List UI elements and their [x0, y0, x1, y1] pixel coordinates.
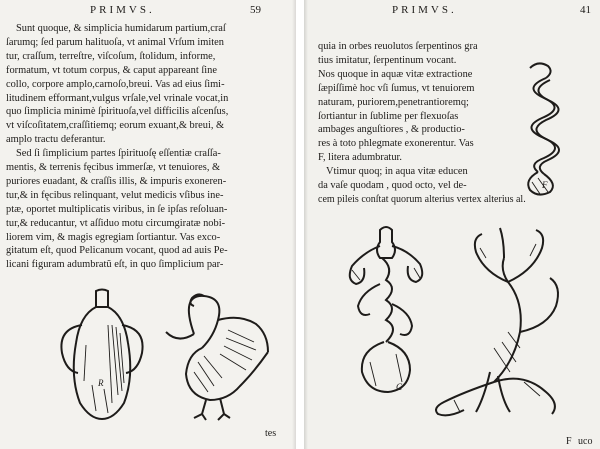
- text-line: formatum, vt totum corpus, & caput appareant ſine: [6, 64, 217, 76]
- multi-head-still-illustration: [340, 222, 430, 402]
- text-line: amplo tractu deferantur.: [6, 134, 106, 146]
- text-line: tius imitatur, ſerpentinum vocant.: [318, 54, 457, 66]
- catchword: tes: [265, 428, 277, 439]
- text-line: F, litera adumbratur.: [318, 152, 403, 164]
- text-line: gitatum eſt, quod Pelicanum vocant, quod ad auis Pe-: [6, 245, 228, 257]
- figure-letter-f: F: [542, 180, 548, 190]
- text-line: quia in orbes reuolutos ſerpentinos gra: [318, 41, 478, 52]
- text-line: licani figuram adumbratũ eſt, in quo ſimplicium par-: [6, 259, 224, 271]
- figure-letter-r: R: [98, 378, 104, 388]
- text-line: litudinem efformant,vulgus vrſale,vel vrinale vocat,in: [6, 92, 229, 104]
- text-line: ſortiantur in ſublime per flexuoſas: [318, 110, 459, 122]
- catchword-fragment: uco: [578, 436, 593, 447]
- left-page: [0, 0, 296, 449]
- text-line: Vtimur quoq; in aqua vitæ educen: [326, 166, 468, 178]
- running-head: PRIMVS.: [392, 4, 457, 16]
- text-line: da vaſe quodam , quod octo, vel de-: [318, 180, 467, 191]
- hydra-illustration: [424, 222, 574, 422]
- figure-letter-g: G: [396, 382, 403, 392]
- text-line: collo, corpore amplo,carnoſo,breui. Vas ad eius ſimi-: [6, 78, 225, 90]
- text-line: naturam, puriorem,penetrantioremq;: [318, 96, 469, 108]
- urinal-vessel-illustration: [52, 285, 152, 425]
- text-line: ſarumq; ſed parum halituoſa, vt animal Vrſum imiten: [6, 36, 224, 48]
- text-line: liorem vim, & magis egregiam ſortiantur. Vas exco-: [6, 231, 221, 243]
- text-line: ptæ, oportet multiplicatis viribus, in ſe ipſas reſoluan-: [6, 203, 228, 215]
- gutter: [296, 0, 304, 449]
- text-line: Sunt quoque, & simplicia humidarum partium,craſ: [16, 23, 226, 34]
- text-line: tur,& reducantur, vt aſſiduo motu circumgiratæ nobi-: [6, 217, 226, 229]
- right-page: [304, 0, 600, 449]
- catchword: F: [566, 436, 572, 447]
- text-line: res à toto phlegmate exonerentur. Vas: [318, 138, 474, 150]
- text-line: puriores euadant, & craſſis illis, & impuris exoneren-: [6, 175, 227, 187]
- text-line: quo ſimplicia minimè ſpirituoſa,vel difficilis aſcenſus,: [6, 106, 229, 118]
- text-line: tur,& in fęcibus relinquant, velut medicis vſibus ine-: [6, 189, 224, 201]
- text-line: cem pileis conſtat quorum alterius vertex alterius al.: [318, 193, 526, 205]
- text-line: Nos quoque in aquæ vitæ extractione: [318, 68, 473, 80]
- text-line: tur, craſſum, terreſtre, viſcoſum, ſtolidum, informe,: [6, 50, 216, 62]
- page-number: 59: [250, 4, 261, 16]
- text-line: vt viſcoſitatem,craſſitiemq; eorum exuant,& breui, &: [6, 120, 225, 132]
- text-line: Sed ſi ſimplicium partes ſpirituoſę eſſentiæ craſſa-: [16, 148, 221, 160]
- text-line: mentis, & terrenis fęcibus immerſæ, vt tenuiores, &: [6, 162, 221, 173]
- text-line: ſæpiſſimè hoc vſi ſumus, vt tenuiorem: [318, 82, 475, 94]
- running-head: PRIMVS.: [90, 4, 155, 16]
- text-line: ambages anguſtiores , & productio-: [318, 124, 465, 136]
- pelican-illustration: [158, 290, 278, 425]
- serpentine-still-illustration: [516, 58, 576, 198]
- page-number: 41: [580, 4, 591, 16]
